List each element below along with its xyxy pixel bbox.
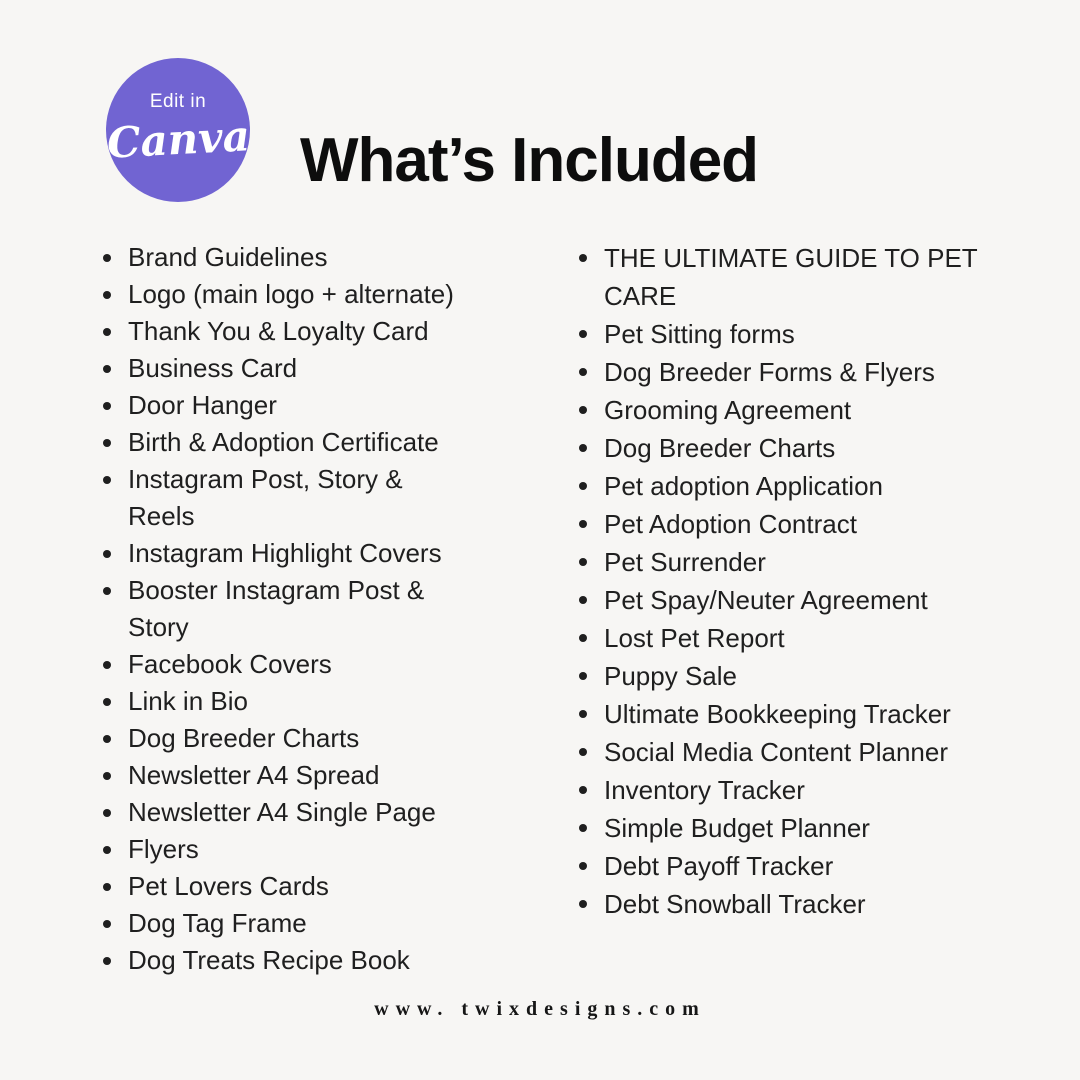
- list-item: Facebook Covers: [100, 646, 456, 683]
- list-item: THE ULTIMATE GUIDE TO PET CARE: [576, 239, 996, 315]
- list-item: Pet Adoption Contract: [576, 505, 996, 543]
- list-item: Thank You & Loyalty Card: [100, 313, 456, 350]
- list-item: Newsletter A4 Single Page: [100, 794, 456, 831]
- list-item: Debt Snowball Tracker: [576, 885, 996, 923]
- list-item: Instagram Post, Story & Reels: [100, 461, 456, 535]
- list-item: Dog Breeder Charts: [100, 720, 456, 757]
- list-item: Inventory Tracker: [576, 771, 996, 809]
- list-item: Brand Guidelines: [100, 239, 456, 276]
- included-list-left-column: [100, 239, 456, 979]
- list-item: Grooming Agreement: [576, 391, 996, 429]
- list-item: Debt Payoff Tracker: [576, 847, 996, 885]
- included-list-right: [576, 239, 996, 923]
- list-item: Booster Instagram Post & Story: [100, 572, 456, 646]
- canva-logo: Canva: [105, 111, 251, 169]
- list-item: Ultimate Bookkeeping Tracker: [576, 695, 996, 733]
- list-item: Pet Lovers Cards: [100, 868, 456, 905]
- included-list-left: [100, 239, 456, 979]
- page-title: What’s Included: [300, 125, 759, 195]
- list-item: Social Media Content Planner: [576, 733, 996, 771]
- list-item: Logo (main logo + alternate): [100, 276, 456, 313]
- list-item: Dog Breeder Forms & Flyers: [576, 353, 996, 391]
- list-item: Puppy Sale: [576, 657, 996, 695]
- footer-website: www. twixdesigns.com: [374, 998, 706, 1020]
- list-item: Dog Treats Recipe Book: [100, 942, 456, 979]
- badge-edit-in-label: Edit in: [149, 91, 207, 113]
- list-item: Lost Pet Report: [576, 619, 996, 657]
- list-item: Pet adoption Application: [576, 467, 996, 505]
- list-item: Instagram Highlight Covers: [100, 535, 456, 572]
- list-item: Pet Sitting forms: [576, 315, 996, 353]
- list-item: Link in Bio: [100, 683, 456, 720]
- list-item: Birth & Adoption Certificate: [100, 424, 456, 461]
- list-item: Dog Breeder Charts: [576, 429, 996, 467]
- included-list-right-column: [576, 239, 996, 923]
- list-item: Door Hanger: [100, 387, 456, 424]
- list-item: Newsletter A4 Spread: [100, 757, 456, 794]
- list-item: Simple Budget Planner: [576, 809, 996, 847]
- list-item: Dog Tag Frame: [100, 905, 456, 942]
- list-item: Flyers: [100, 831, 456, 868]
- canva-badge-icon: [106, 58, 250, 202]
- list-item: Business Card: [100, 350, 456, 387]
- list-item: Pet Spay/Neuter Agreement: [576, 581, 996, 619]
- list-item: Pet Surrender: [576, 543, 996, 581]
